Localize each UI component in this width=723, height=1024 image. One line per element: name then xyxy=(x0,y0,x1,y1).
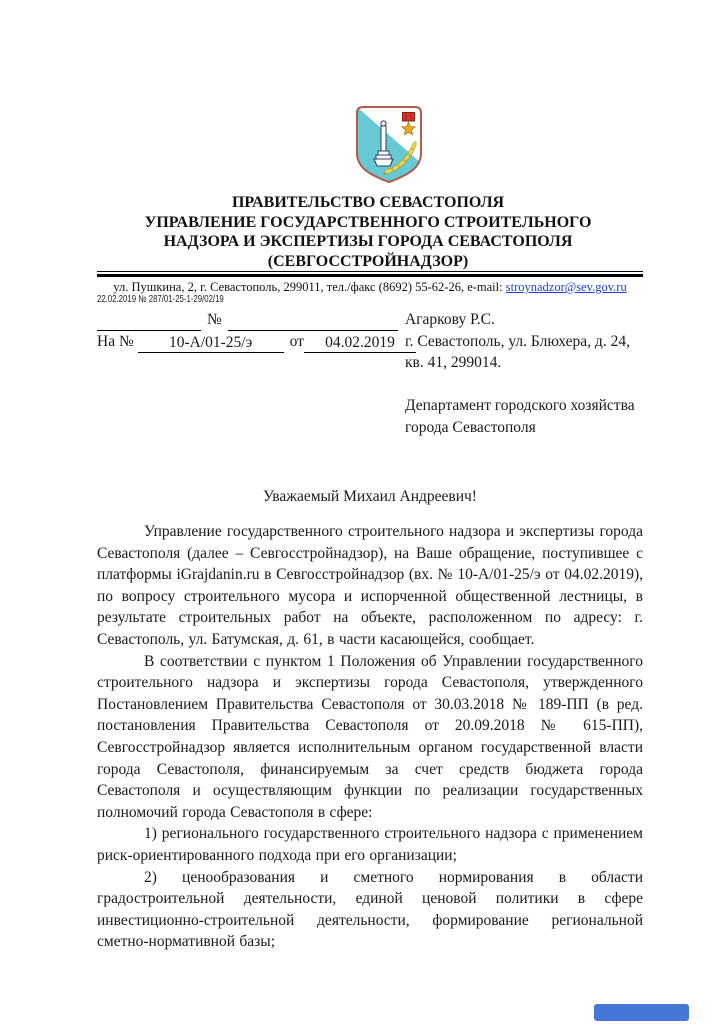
number-sign: № xyxy=(207,311,222,328)
email-link[interactable]: stroynadzor@sev.gov.ru xyxy=(505,280,627,294)
salutation: Уважаемый Михаил Андреевич! xyxy=(263,488,477,505)
reference-block xyxy=(97,309,402,353)
body-paragraph: Управление государственного строительного надзора и экспертизы города Севастополя (далее – Севгосстройнадзор), на Ваше обращение, поступившее с платформы iGrajdanin.ru в Севгосстройнадзор (вх. № 10-А/01-25/э от 04.02.2019), по вопросу строительного мусора и испорченной общественной лестницы, в результате строительных работ на объекте, расположенном по адресу: г. Севастополь, ул. Батумская, д. 61, в части касающейся, сообщает. xyxy=(97,523,643,648)
recipient-gap xyxy=(405,374,660,396)
recipient-org-line: города Севастополя xyxy=(405,418,536,436)
recipient-name: Агаркову Р.С. xyxy=(405,311,495,328)
letter-body xyxy=(97,521,643,953)
org-name-line: НАДЗОРА И ЭКСПЕРТИЗЫ ГОРОДА СЕВАСТОПОЛЯ xyxy=(163,233,573,250)
incoming-number-line xyxy=(97,331,402,353)
sevastopol-coat-of-arms-icon xyxy=(353,105,425,183)
org-name-line: (СЕВГОССТРОЙНАДЗОР) xyxy=(267,252,469,270)
outgoing-number-line xyxy=(97,309,402,331)
body-paragraph: В соответствии с пунктом 1 Положения об Управлении государственного строительного надзора и экспертизы города Севастополя, утвержденного Постановлением Правительства Севастополя от 30.03.2018 № 189-ПП (в ред. постановления Правительства Севастополя от 20.09.2018 № 615-ПП), Севгосстройнадзор является исполнительным органом государственной власти города Севастополя, финансируемым за счет средств бюджета города Севастополя и осуществляющим функции по реализации государственных полномочий города Севастополя в сфере: xyxy=(97,652,643,821)
org-name-line: ПРАВИТЕЛЬСТВО СЕВАСТОПОЛЯ xyxy=(231,194,505,211)
outgoing-date-blank xyxy=(97,311,201,331)
outgoing-number-blank xyxy=(228,311,398,331)
ot-label: от xyxy=(289,333,304,350)
footer-blue-badge xyxy=(594,1004,689,1021)
letterhead-contact-line xyxy=(92,280,648,294)
na-label: На № xyxy=(97,333,134,350)
body-paragraph: 2) ценообразования и сметного нормирования в области градостроительной деятельности, единой ценовой политики в сфере инвестиционно-строительной деятельности, формирование региональной сметно-нормативной базы; xyxy=(97,868,643,951)
org-name-line: УПРАВЛЕНИЕ ГОСУДАРСТВЕННОГО СТРОИТЕЛЬНОГО xyxy=(144,213,592,231)
registration-stamp: 22.02.2019 № 287/01-25-1-29/02/19 xyxy=(97,294,224,305)
letterhead-divider xyxy=(97,271,643,277)
recipient-org-line: Департамент городского хозяйства xyxy=(405,397,635,414)
contact-text: ул. Пушкина, 2, г. Севастополь, 299011, тел./факс (8692) 55-62-26, e-mail: xyxy=(113,280,506,294)
recipient-address-line: г. Севастополь, ул. Блюхера, д. 24, xyxy=(405,332,630,350)
recipient-block xyxy=(405,309,660,438)
incoming-date-value: 04.02.2019 xyxy=(304,333,416,353)
letterhead-org-name xyxy=(63,193,673,271)
incoming-number-value: 10-А/01-25/э xyxy=(138,333,284,353)
body-paragraph: 1) регионального государственного строительного надзора с применением риск-ориентированного подхода при его организации; xyxy=(97,825,643,864)
recipient-address-line: кв. 41, 299014. xyxy=(405,354,502,371)
